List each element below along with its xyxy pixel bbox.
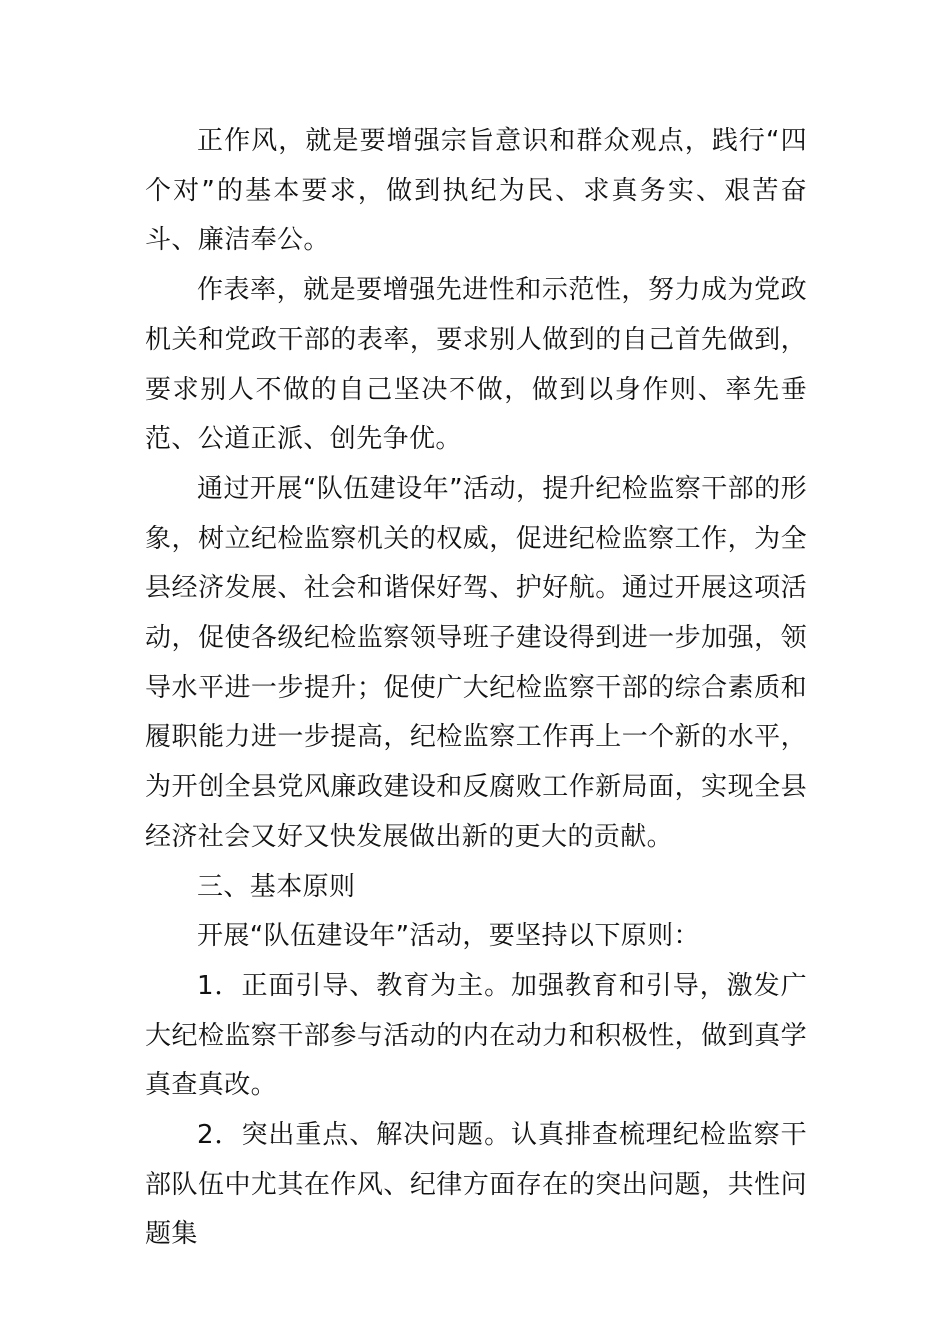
document-body [145,117,807,1260]
section-heading-basic-principles: 三、基本原则 [197,871,356,902]
paragraph-correct-style: 正作风，就是要增强宗旨意识和群众观点，践行“四个对”的基本要求，做到执纪为民、求真务实、艰苦奋斗、廉洁奉公。 [145,126,807,256]
paragraph-activity-goals: 通过开展“队伍建设年”活动，提升纪检监察干部的形象，树立纪检监察机关的权威，促进纪检监察工作，为全县经济发展、社会和谐保好驾、护好航。通过开展这项活动，促使各级纪检监察领导班子建设得到进一步加强，领导水平进一步提升；促使广大纪检监察干部的综合素质和履职能力进一步提高，纪检监察工作再上一个新的水平，为开创全县党风廉政建设和反腐败工作新局面，实现全县经济社会又好又快发展做出新的更大的贡献。 [145,473,807,852]
paragraph-set-example: 作表率，就是要增强先进性和示范性，努力成为党政机关和党政干部的表率，要求别人做到的自己首先做到，要求别人不做的自己坚决不做，做到以身作则、率先垂范、公道正派、创先争优。 [145,275,807,455]
paragraph-principles-intro: 开展“队伍建设年”活动，要坚持以下原则： [197,921,700,952]
paragraph-principle-2: 2．突出重点、解决问题。认真排查梳理纪检监察干部队伍中尤其在作风、纪律方面存在的突出问题，共性问题集 [145,1120,807,1250]
paragraph-principle-1: 1．正面引导、教育为主。加强教育和引导，激发广大纪检监察干部参与活动的内在动力和积极性，做到真学真查真改。 [145,970,807,1101]
